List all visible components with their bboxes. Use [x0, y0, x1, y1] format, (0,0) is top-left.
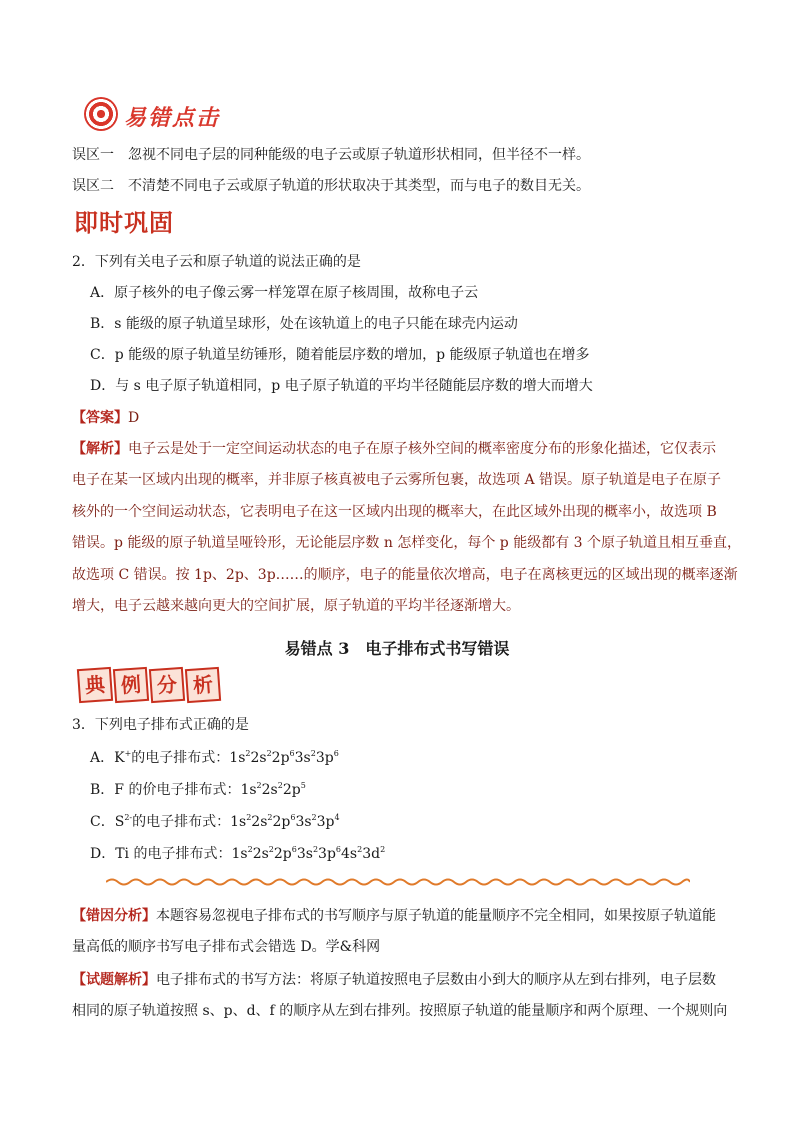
answer-tag: 【答案】: [72, 410, 128, 426]
option-text: 的电子排布式：1s: [131, 750, 246, 766]
q3-option-a: [90, 748, 339, 768]
config-sup: 2: [247, 845, 253, 854]
error-analysis-line-1: [72, 906, 716, 926]
mistake-2: [72, 176, 590, 196]
config-sup: 2: [268, 845, 274, 854]
banner-char: 析: [185, 667, 221, 703]
mistake-text: 不清楚不同电子云或原子轨道的形状取决于其类型，而与电子的数目无关。: [128, 178, 590, 194]
solution-line-1: [72, 970, 716, 990]
config-sup: 6: [335, 845, 341, 854]
q2-option-c: C．p 能级的原子轨道呈纺锤形，随着能层序数的增加，p 能级原子轨道也在增多: [90, 347, 590, 363]
config-sup: 2: [256, 781, 262, 790]
option-text: B．F 的价电子排布式：1s: [90, 782, 257, 798]
banner-char: 例: [113, 667, 149, 703]
config-sup: 6: [333, 749, 339, 758]
q2-option-a: A．原子核外的电子像云雾一样笼罩在原子核周围，故称电子云: [90, 285, 479, 301]
config-sup: 5: [300, 781, 306, 790]
banner-title: 易错点击: [124, 106, 221, 131]
q3-option-c: [90, 812, 340, 832]
config-sup: 2: [312, 845, 319, 854]
config-orbital: 2p: [271, 750, 290, 766]
answer-value: D: [128, 410, 140, 426]
error-tag: 【错因分析】: [72, 908, 156, 924]
q3-option-b: [90, 780, 306, 800]
q2-answer: [72, 408, 139, 428]
config-sup: 4: [334, 813, 340, 822]
q2-option-b: B．s 能级的原子轨道呈球形，处在该轨道上的电子只能在球壳内运动: [90, 316, 518, 332]
config-orbital: 3p: [315, 750, 334, 766]
q3-stem: 3．下列电子排布式正确的是: [72, 717, 249, 733]
config-sup: 2: [310, 749, 316, 758]
config-orbital: 2p: [282, 782, 301, 798]
config-orbital: 3s: [296, 846, 313, 862]
q2-stem: 2．下列有关电子云和原子轨道的说法正确的是: [72, 254, 361, 270]
option-text: A．K: [90, 750, 125, 766]
config-orbital: 2s: [252, 846, 269, 862]
target-icon: [84, 97, 118, 131]
q2-analysis-line-5: 故选项 C 错误。按 1p、2p、3p……的顺序，电子的能量依次增高，电子在离核更远的区域出现的概率逐渐: [72, 567, 738, 583]
error-text: 本题容易忽视电子排布式的书写顺序与原子轨道的能量顺序不完全相同，如果按原子轨道能: [156, 908, 716, 924]
config-orbital: 2s: [250, 750, 267, 766]
banner-consolidate: 即时巩固: [74, 209, 174, 237]
mistake-label: 误区二: [72, 178, 114, 194]
config-sup: 2: [277, 781, 283, 790]
ion-charge: 2-: [124, 813, 133, 822]
q2-analysis-line-4: 错误。p 能级的原子轨道呈哑铃形，无论能层序数 n 怎样变化，每个 p 能级都有 3 个原子轨道且相互垂直，: [72, 535, 741, 551]
config-orbital: 2s: [261, 782, 278, 798]
config-orbital: 2s: [251, 814, 268, 830]
config-sup: 2: [380, 845, 386, 854]
config-orbital: 2p: [273, 846, 292, 862]
banner-char: 典: [77, 667, 113, 703]
config-sup: 2: [267, 813, 273, 822]
solution-tag: 【试题解析】: [72, 972, 156, 988]
config-sup: 6: [289, 749, 295, 758]
config-sup: 2: [266, 749, 272, 758]
q3-option-d: [90, 844, 385, 864]
config-sup: 6: [291, 845, 297, 854]
config-sup: 2: [245, 749, 251, 758]
banner-common-errors: [84, 97, 244, 135]
q2-option-d: D．与 s 电子原子轨道相同，p 电子原子轨道的平均半径随能层序数的增大而增大: [90, 378, 593, 394]
solution-text: 电子排布式的书写方法：将原子轨道按照电子层数由小到大的顺序从左到右排列，电子层数: [156, 972, 716, 988]
solution-line-2: 相同的原子轨道按照 s、p、d、f 的顺序从左到右排列。按照原子轨道的能量顺序和两个原理、一个规则向: [72, 1003, 728, 1019]
config-orbital: 4s: [341, 846, 358, 862]
config-sup: 2: [311, 813, 317, 822]
q2-analysis-line-6: 增大，电子云越来越向更大的空间扩展，原子轨道的平均半径逐渐增大。: [72, 598, 520, 614]
mistake-text: 忽视不同电子层的同种能级的电子云或原子轨道形状相同，但半径不一样。: [128, 147, 590, 163]
error-analysis-line-2: 量高低的顺序书写电子排布式会错选 D。学&科网: [72, 939, 381, 955]
ion-charge: +: [124, 749, 132, 758]
wavy-divider: [106, 877, 690, 887]
config-sup: 2: [246, 813, 252, 822]
mistake-label: 误区一: [72, 147, 114, 163]
config-orbital: 3d: [362, 846, 381, 862]
banner-char: 分: [149, 667, 185, 703]
q2-analysis-line-2: 电子在某一区域内出现的概率，并非原子核真被电子云雾所包裹，故选项 A 错误。原子轨道是电子在原子: [72, 472, 722, 488]
option-text: D．Ti 的电子排布式：1s: [90, 846, 248, 862]
q2-analysis-line-1: [72, 439, 716, 459]
analysis-tag: 【解析】: [72, 441, 128, 457]
config-orbital: 3p: [318, 846, 336, 862]
mistake-1: [72, 145, 590, 165]
config-orbital: 3s: [294, 750, 311, 766]
analysis-text: 电子云是处于一定空间运动状态的电子在原子核外空间的概率密度分布的形象化描述，它仅表示: [128, 441, 716, 457]
config-orbital: 3s: [295, 814, 312, 830]
option-text: 的电子排布式：1s: [132, 814, 247, 830]
config-sup: 6: [290, 813, 296, 822]
q2-analysis-line-3: 核外的一个空间运动状态，它表明电子在这一区域内出现的概率大，在此区域外出现的概率小，故选项 B: [72, 504, 717, 520]
config-orbital: 2p: [272, 814, 291, 830]
config-orbital: 3p: [316, 814, 335, 830]
section-title: 易错点 3 电子排布式书写错误: [284, 639, 510, 658]
config-sup: 2: [357, 845, 363, 854]
option-text: C．S: [90, 814, 125, 830]
